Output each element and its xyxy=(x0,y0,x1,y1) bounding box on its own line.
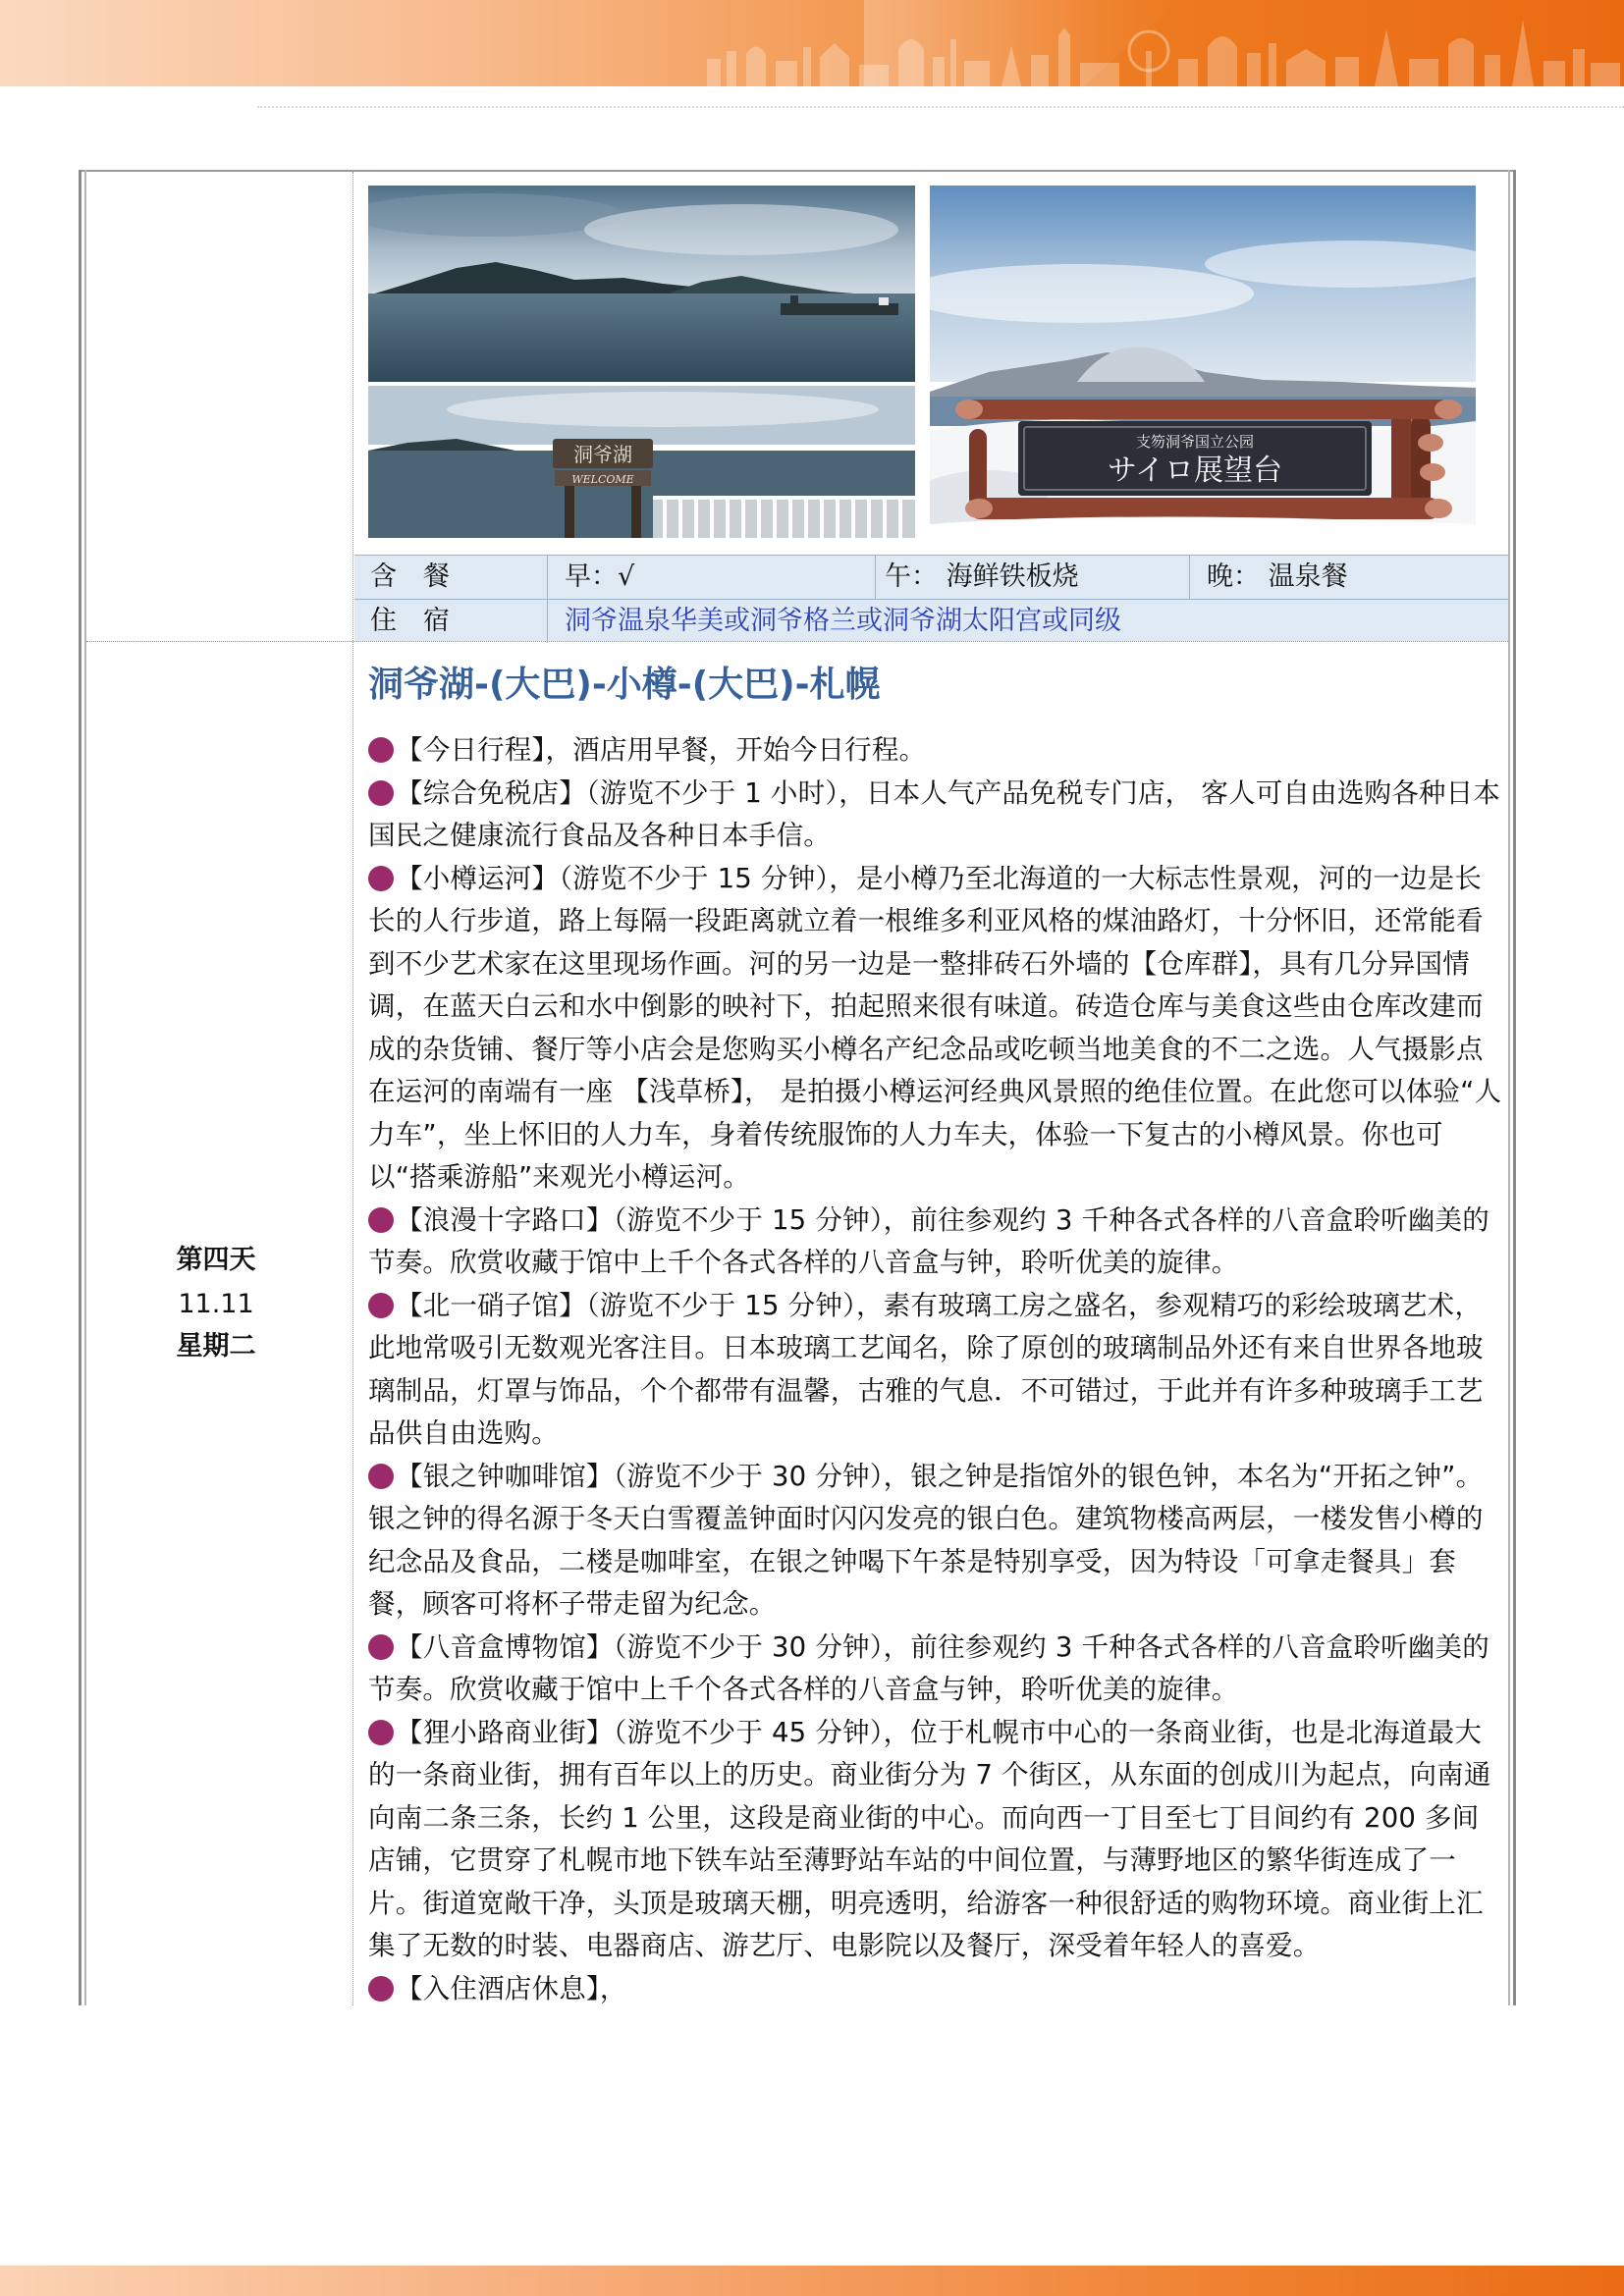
itinerary-item xyxy=(368,1285,1505,1456)
meals-label: 含 餐 xyxy=(370,561,450,592)
lake-sign-subtext: WELCOME xyxy=(571,473,634,486)
cell-divider xyxy=(547,556,548,599)
bullet-dot-icon xyxy=(368,780,394,806)
breakfast-cell: 早：√ xyxy=(565,561,635,592)
footer-band xyxy=(0,2266,1624,2296)
bullet-dot-icon xyxy=(368,1293,394,1318)
hotel-options: 洞爷温泉华美或洞爷格兰或洞爷湖太阳宫或同级 xyxy=(565,606,1121,636)
table-left-border xyxy=(79,170,86,2005)
lodging-label: 住 宿 xyxy=(370,606,450,636)
table-top-border xyxy=(79,170,1516,172)
itinerary-text: 【狸小路商业街】（游览不少于 45 分钟），位于札幌市中心的一条商业街，也是北海道最大的一条商业街，拥有百年以上的历史。商业街分为 7 个街区，从东面的创成川为起点，向南通向南二条三条，长约 1 公里，这段是商业街的中心。而向西一丁目至七丁目间约有 200 多间店铺，它贯穿了札幌市地下铁车站至薄野站车站的中间位置，与薄野地区的繁华街连成了一片。街道宽敞干净，头顶是玻璃天棚，明亮透明，给游客一种很舒适的购物环境。商业街上汇集了无数的时装、电器商店、游艺厅、电影院以及餐厅，深受着年轻人的喜爱。 xyxy=(368,1716,1491,1961)
bullet-dot-icon xyxy=(368,737,394,763)
bullet-dot-icon xyxy=(368,1720,394,1745)
day-weekday: 星期二 xyxy=(176,1331,256,1362)
cell-divider xyxy=(875,556,876,599)
route-title: 洞爷湖-(大巴)-小樽-(大巴)-札幌 xyxy=(368,665,881,705)
itinerary-item xyxy=(368,1456,1505,1627)
bullet-dot-icon xyxy=(368,866,394,891)
itinerary-text: 【综合免税店】（游览不少于 1 小时），日本人气产品免税专门店， 客人可自由选购各种日本国民之健康流行食品及各种日本手信。 xyxy=(368,776,1501,851)
lunch-cell: 午： 海鲜铁板烧 xyxy=(885,561,1079,592)
bullet-dot-icon xyxy=(368,1634,394,1660)
itinerary-item xyxy=(368,1712,1505,1968)
meals-row xyxy=(354,556,1508,599)
itinerary-text: 【八音盒博物馆】（游览不少于 30 分钟），前往参观约 3 千种各式各样的八音盒聆听幽美的节奏。欣赏收藏于馆中上千个各式各样的八音盒与钟，聆听优美的旋律。 xyxy=(368,1630,1489,1705)
itinerary-text: 【银之钟咖啡馆】（游览不少于 30 分钟），银之钟是指馆外的银色钟，本名为“开拓之钟”。银之钟的得名源于冬天白雪覆盖钟面时闪闪发亮的银白色。建筑物楼高两层，一楼发售小樽的纪念品及食品，二楼是咖啡室，在银之钟喝下午茶是特别享受，因为特设「可拿走餐具」套餐，顾客可将杯子带走留为纪念。 xyxy=(368,1460,1484,1620)
header-band xyxy=(0,0,1624,86)
lodging-row xyxy=(354,599,1508,642)
header-divider xyxy=(257,106,1624,108)
table-right-border xyxy=(1508,170,1516,2005)
table-column-divider xyxy=(352,172,353,2005)
itinerary-item xyxy=(368,1627,1505,1712)
lake-toya-photo xyxy=(368,186,915,538)
lake-sign-text: 洞爷湖 xyxy=(573,443,632,466)
observatory-sign-top: 支笏洞爷国立公园 xyxy=(1135,433,1255,451)
itinerary-text: 【今日行程】，酒店用早餐，开始今日行程。 xyxy=(396,734,927,766)
day-date: 11.11 xyxy=(178,1289,254,1319)
silo-observatory-photo xyxy=(930,186,1476,538)
itinerary-item xyxy=(368,773,1505,858)
itinerary-list xyxy=(368,729,1505,2010)
cell-divider xyxy=(1189,556,1190,599)
day-number: 第四天 xyxy=(176,1245,256,1275)
itinerary-text: 【浪漫十字路口】（游览不少于 15 分钟），前往参观约 3 千种各式各样的八音盒聆听幽美的节奏。欣赏收藏于馆中上千个各式各样的八音盒与钟，聆听优美的旋律。 xyxy=(368,1203,1489,1278)
itinerary-text: 【入住酒店休息】， xyxy=(396,1972,627,2004)
city-skyline-decoration xyxy=(687,0,1624,86)
meals-lodging-table xyxy=(354,555,1508,641)
itinerary-item xyxy=(368,729,1505,773)
bullet-dot-icon xyxy=(368,1976,394,2002)
itinerary-text: 【小樽运河】（游览不少于 15 分钟），是小樽乃至北海道的一大标志性景观，河的一边是长长的人行步道，路上每隔一段距离就立着一根维多利亚风格的煤油路灯，十分怀旧，还常能看到不少艺术家在这里现场作画。河的另一边是一整排砖石外墙的【仓库群】，具有几分异国情调，在蓝天白云和水中倒影的映衬下，拍起照来很有味道。砖造仓库与美食这些由仓库改建而成的杂货铺、餐厅等小店会是您购买小樽名产纪念品或吃顿当地美食的不二之选。人气摄影点在运河的南端有一座 【浅草桥】， 是拍摄小樽运河经典风景照的绝佳位置。在此您可以体验“人力车”，坐上怀旧的人力车，身着传统服饰的人力车夫，体验一下复古的小樽风景。你也可以“搭乘游船”来观光小樽运河。 xyxy=(368,862,1502,1193)
bullet-dot-icon xyxy=(368,1464,394,1489)
itinerary-text: 【北一硝子馆】（游览不少于 15 分钟），素有玻璃工房之盛名，参观精巧的彩绘玻璃艺术，此地常吸引无数观光客注目。日本玻璃工艺闻名，除了原创的玻璃制品外还有来自世界各地玻璃制品，灯罩与饰品，个个都带有温馨，古雅的气息．不可错过，于此并有许多种玻璃手工艺品供自由选购。 xyxy=(368,1289,1484,1449)
bullet-dot-icon xyxy=(368,1207,394,1233)
observatory-sign-main: サイロ展望台 xyxy=(1108,454,1282,488)
itinerary-item xyxy=(368,858,1505,1200)
dinner-cell: 晚： 温泉餐 xyxy=(1207,561,1348,592)
cell-divider xyxy=(547,600,548,643)
itinerary-item xyxy=(368,1200,1505,1285)
itinerary-item xyxy=(368,1968,1505,2011)
